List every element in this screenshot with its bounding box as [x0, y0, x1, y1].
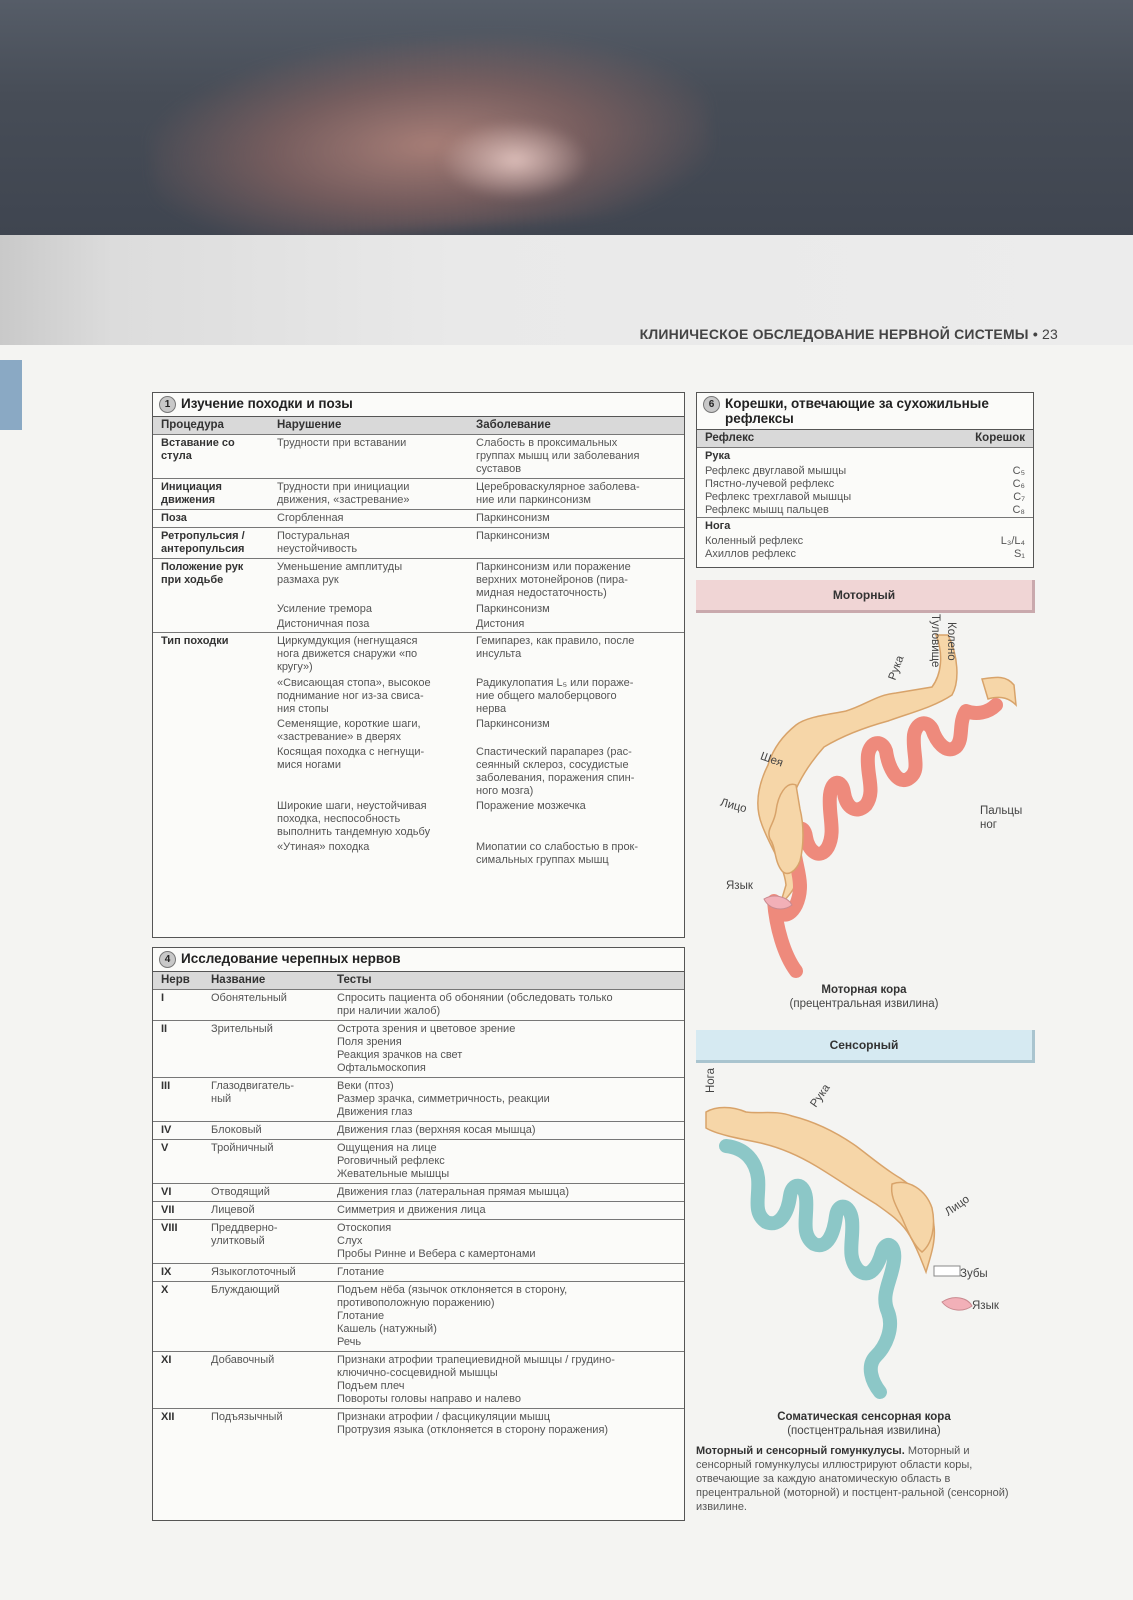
chapter-tab-marker [0, 360, 22, 430]
cranial-header-row [153, 972, 684, 990]
cranial-nerve-name-cell: Языкоглоточный [203, 1264, 329, 1282]
reflex-item-row [697, 548, 1033, 561]
cranial-table-row [153, 1184, 684, 1202]
cranial-col-nerve: Нерв [153, 972, 203, 990]
running-header-separator: • [1032, 326, 1038, 342]
motor-label-trunk: Туловище [929, 614, 941, 668]
fingernail-blur [440, 120, 590, 200]
gait-disease-cell: Дистония [476, 618, 525, 630]
gait-table-row [153, 435, 684, 479]
motor-caption-title: Моторная кора [821, 984, 907, 996]
cranial-nerve-tests-cell: Спросить пациента об обонянии (обследовать только при наличии жалоб) [329, 990, 684, 1021]
gait-header-row [153, 417, 684, 435]
sensory-label-teeth: Зубы [960, 1268, 988, 1280]
cranial-table-row [153, 1021, 684, 1078]
gait-procedure-cell: Положение рук при ходьбе [153, 559, 269, 603]
reflex-name-cell: Пястно-лучевой рефлекс [705, 478, 835, 490]
gait-table-row [153, 799, 684, 840]
homunculus-description-bold: Моторный и сенсорный гомункулусы. [696, 1445, 905, 1457]
cranial-nerve-number-cell: XII [153, 1409, 203, 1440]
running-header-title: КЛИНИЧЕСКОЕ ОБСЛЕДОВАНИЕ НЕРВНОЙ СИСТЕМЫ [639, 326, 1029, 342]
motor-homunculus-figure [696, 615, 1032, 985]
gait-procedure-cell: Поза [153, 510, 269, 528]
cranial-table-row [153, 990, 684, 1021]
reflex-root-cell: C₆ [1012, 478, 1025, 490]
cranial-nerve-name-cell: Лицевой [203, 1202, 329, 1220]
reflex-name-cell: Рефлекс двуглавой мышцы [705, 465, 847, 477]
cranial-nerve-tests-cell: Движения глаз (латеральная прямая мышца) [329, 1184, 684, 1202]
gait-table [153, 417, 684, 868]
gait-empty-cell [153, 617, 269, 633]
reflex-root-cell: C₇ [1013, 491, 1025, 503]
box-number-badge: 4 [159, 951, 176, 968]
gait-disorder-cell: Косящая походка с негнущи- мися ногами [277, 746, 425, 771]
reflex-root-cell: L₃/L₄ [1000, 535, 1025, 547]
cranial-nerve-name-cell: Отводящий [203, 1184, 329, 1202]
reflex-table [697, 430, 1033, 561]
cranial-nerve-number-cell: X [153, 1282, 203, 1352]
cranial-nerve-number-cell: VI [153, 1184, 203, 1202]
cranial-nerve-tests-cell: Отоскопия Слух Пробы Ринне и Вебера с камертонами [329, 1220, 684, 1264]
homunculus-description-text: Моторный и сенсорный гомункулусы иллюстрируют области коры, отвечающие за каждую анатомическую область в прецентральной (моторной) и постцент-ральной (сенсорной) извилине. [696, 1445, 1009, 1513]
gait-disease-cell: Спастический парапарез (рас- сеянный склероз, сосудистые заболевания, поражения спин- ного мозга) [476, 746, 635, 797]
reflex-table-body [697, 448, 1033, 562]
reflex-root-cell: C₅ [1012, 465, 1025, 477]
motor-heading-text: Моторный [832, 588, 896, 602]
cranial-nerve-number-cell: IX [153, 1264, 203, 1282]
cranial-table-row [153, 1140, 684, 1184]
reflex-name-cell: Коленный рефлекс [705, 535, 804, 547]
reflex-name-cell: Рефлекс трехглавой мышцы [705, 491, 852, 503]
gait-disease-cell: Паркинсонизм [468, 528, 684, 559]
reflex-col-root: Корешок [947, 430, 1033, 448]
gait-table-row [153, 633, 684, 677]
reflex-header-row [697, 430, 1033, 448]
gait-empty-cell [153, 717, 269, 745]
cranial-table-row [153, 1282, 684, 1352]
cranial-nerve-tests-cell: Симметрия и движения лица [329, 1202, 684, 1220]
sensory-homunculus-figure [696, 1066, 1032, 1406]
gait-procedure-cell: Ретропульсия / антеропульсия [153, 528, 269, 559]
cranial-nerve-tests-cell: Признаки атрофии трапециевидной мышцы / грудино- ключично-сосцевидной мышцы Подъем плеч Повороты головы направо и налево [329, 1352, 684, 1409]
gait-title-text: Изучение походки и позы [181, 396, 353, 411]
cranial-nerve-tests-cell: Признаки атрофии / фасцикуляции мышц Протрузия языка (отклоняется в сторону поражения) [329, 1409, 684, 1440]
gait-disorder-cell: «Свисающая стопа», высокое поднимание ног из-за свиса- ния стопы [277, 677, 431, 715]
cranial-table-row [153, 1122, 684, 1140]
gait-disorder-cell: Трудности при вставании [269, 435, 468, 479]
gait-table-body [153, 435, 684, 869]
motor-label-neck: Шея [758, 750, 785, 770]
gait-disorder-cell: Уменьшение амплитуды размаха рук [269, 559, 468, 603]
box-number-badge: 6 [703, 396, 720, 413]
gait-table-row [153, 528, 684, 559]
box-number-badge: 1 [159, 396, 176, 413]
reflex-item-row [697, 478, 1033, 491]
reflex-root-cell: S₁ [1013, 548, 1025, 560]
gait-empty-cell [153, 602, 269, 617]
running-header [640, 326, 1058, 342]
motor-label-arm: Рука [886, 654, 907, 682]
gait-empty-cell [153, 799, 269, 840]
reflex-col-reflex: Рефлекс [697, 430, 947, 448]
cranial-nerve-name-cell: Блоковый [203, 1122, 329, 1140]
motor-label-face: Лицо [718, 796, 748, 816]
sensory-caption-sub: (постцентральная извилина) [787, 1425, 941, 1437]
gait-disease-cell: Гемипарез, как правило, после инсульта [468, 633, 684, 677]
reflex-title-text: Корешки, отвечающие за сухожильные рефлексы [725, 396, 989, 426]
sensory-teeth [934, 1266, 960, 1276]
reflex-item-row [697, 504, 1033, 518]
gait-disease-cell: Паркинсонизм или поражение верхних мотонейронов (пира- мидная недостаточность) [468, 559, 684, 603]
gait-table-row [153, 602, 684, 617]
cranial-nerve-tests-cell: Подъем нёба (язычок отклоняется в сторону, противоположную поражению) Глотание Кашель (натужный) Речь [329, 1282, 684, 1352]
sensory-caption-title: Соматическая сенсорная кора [777, 1411, 951, 1423]
sensory-caption [696, 1410, 1032, 1438]
gait-empty-cell [153, 745, 269, 799]
reflex-group-row [697, 448, 1033, 466]
sensory-label-tongue: Язык [972, 1300, 999, 1312]
gait-table-row [153, 617, 684, 633]
cranial-nerve-number-cell: III [153, 1078, 203, 1122]
cranial-nerve-name-cell: Глазодвигатель- ный [203, 1078, 329, 1122]
cranial-table-body [153, 990, 684, 1440]
reflex-root-cell: C₈ [1012, 504, 1025, 516]
reflex-roots-box [696, 392, 1034, 568]
reflex-group-row [697, 518, 1033, 536]
cranial-table-row [153, 1078, 684, 1122]
gait-disease-cell: Радикулопатия L₅ или пораже- ние общего малоберцового нерва [476, 677, 634, 715]
gait-posture-box [152, 392, 685, 938]
cranial-nerve-name-cell: Блуждающий [203, 1282, 329, 1352]
motor-panel-heading [696, 580, 1035, 613]
cranial-nerve-number-cell: I [153, 990, 203, 1021]
sensory-label-face: Лицо [942, 1193, 972, 1219]
reflex-item-row [697, 491, 1033, 504]
gait-empty-cell [153, 840, 269, 868]
cranial-nerve-number-cell: IV [153, 1122, 203, 1140]
cranial-nerve-number-cell: V [153, 1140, 203, 1184]
gait-col-procedure: Процедура [153, 417, 269, 435]
cranial-table-row [153, 1202, 684, 1220]
gait-disease-cell: Слабость в проксимальных группах мышц или заболевания суставов [468, 435, 684, 479]
cranial-nerve-name-cell: Преддверно- улитковый [203, 1220, 329, 1264]
gait-disease-cell: Паркинсонизм [476, 603, 550, 615]
cranial-col-tests: Тесты [329, 972, 684, 990]
reflex-item-row [697, 535, 1033, 548]
cranial-table [153, 972, 684, 1439]
gait-table-row [153, 479, 684, 510]
cranial-nerve-name-cell: Подъязычный [203, 1409, 329, 1440]
sensory-heading-text: Сенсорный [829, 1038, 899, 1052]
gait-disease-cell: Цереброваскулярное заболева- ние или паркинсонизм [468, 479, 684, 510]
gait-disorder-cell: Сгорбленная [269, 510, 468, 528]
cranial-nerve-tests-cell: Глотание [329, 1264, 684, 1282]
cranial-nerve-name-cell: Обонятельный [203, 990, 329, 1021]
motor-label-knee: Колено [945, 622, 957, 661]
cranial-nerve-tests-cell: Веки (птоз) Размер зрачка, симметричность, реакции Движения глаз [329, 1078, 684, 1122]
gait-procedure-cell: Вставание со стула [153, 435, 269, 479]
gait-disorder-cell: Широкие шаги, неустойчивая походка, неспособность выполнить тандемную ходьбу [277, 800, 431, 838]
sensory-label-leg: Нога [705, 1068, 717, 1094]
homunculus-description [696, 1444, 1016, 1514]
reflex-item-row [697, 465, 1033, 478]
gait-col-disorder: Нарушение [269, 417, 468, 435]
gait-disease-cell: Миопатии со слабостью в прок- симальных группах мышц [476, 841, 639, 866]
cranial-nerves-box [152, 947, 685, 1521]
gait-disorder-cell: Семенящие, короткие шаги, «застревание» в дверях [277, 718, 421, 743]
gait-procedure-cell: Инициация движения [153, 479, 269, 510]
cranial-table-row [153, 1264, 684, 1282]
gait-table-row [153, 676, 684, 717]
gait-disorder-cell: Трудности при инициации движения, «застревание» [269, 479, 468, 510]
gait-table-row [153, 745, 684, 799]
cranial-nerve-number-cell: VII [153, 1202, 203, 1220]
cranial-nerve-name-cell: Тройничный [203, 1140, 329, 1184]
gait-table-row [153, 559, 684, 603]
gait-col-disease: Заболевание [468, 417, 684, 435]
motor-caption-sub: (прецентральная извилина) [789, 998, 939, 1010]
gait-disease-cell: Поражение мозжечка [476, 800, 586, 812]
gait-disease-cell: Паркинсонизм [468, 510, 684, 528]
sensory-panel-heading [696, 1030, 1035, 1063]
cranial-table-row [153, 1220, 684, 1264]
background-photo [0, 0, 1133, 235]
gait-table-row [153, 717, 684, 745]
reflex-box-title [697, 393, 1033, 430]
cranial-title-text: Исследование черепных нервов [181, 951, 401, 966]
cranial-nerve-number-cell: VIII [153, 1220, 203, 1264]
cranial-table-row [153, 1409, 684, 1440]
cranial-nerve-tests-cell: Движения глаз (верхняя косая мышца) [329, 1122, 684, 1140]
cranial-nerve-number-cell: II [153, 1021, 203, 1078]
cranial-box-title [153, 948, 684, 972]
motor-label-tongue: Язык [726, 880, 753, 892]
gait-disorder-cell: Дистоничная поза [277, 618, 370, 630]
cranial-nerve-tests-cell: Острота зрения и цветовое зрение Поля зрения Реакция зрачков на свет Офтальмоскопия [329, 1021, 684, 1078]
gait-table-row [153, 510, 684, 528]
reflex-group-name: Нога [697, 518, 1033, 536]
gait-disorder-cell: Постуральная неустойчивость [269, 528, 468, 559]
cranial-col-name: Название [203, 972, 329, 990]
reflex-name-cell: Рефлекс мышц пальцев [705, 504, 829, 516]
sensory-tongue [942, 1298, 972, 1310]
gait-box-title [153, 393, 684, 417]
cranial-table-row [153, 1352, 684, 1409]
gait-disorder-cell: Усиление тремора [277, 603, 373, 615]
gait-disease-cell: Паркинсонизм [476, 718, 550, 730]
gait-procedure-cell: Тип походки [153, 633, 269, 677]
cranial-nerve-name-cell: Зрительный [203, 1021, 329, 1078]
motor-label-toes: Пальцы ног [980, 805, 1023, 831]
reflex-name-cell: Ахиллов рефлекс [705, 548, 796, 560]
sensory-label-arm: Рука [808, 1082, 833, 1110]
cranial-nerve-tests-cell: Ощущения на лице Роговичный рефлекс Жевательные мышцы [329, 1140, 684, 1184]
gait-disorder-cell: «Утиная» походка [277, 841, 370, 853]
cranial-nerve-name-cell: Добавочный [203, 1352, 329, 1409]
gait-table-row [153, 840, 684, 868]
reflex-group-name: Рука [697, 448, 1033, 466]
cranial-nerve-number-cell: XI [153, 1352, 203, 1409]
finger-blur [144, 21, 716, 235]
page-number: 23 [1042, 326, 1058, 342]
motor-caption [696, 983, 1032, 1011]
gait-empty-cell [153, 676, 269, 717]
gait-disorder-cell: Циркумдукция (негнущаяся нога движется снаружи «по кругу») [269, 633, 468, 677]
